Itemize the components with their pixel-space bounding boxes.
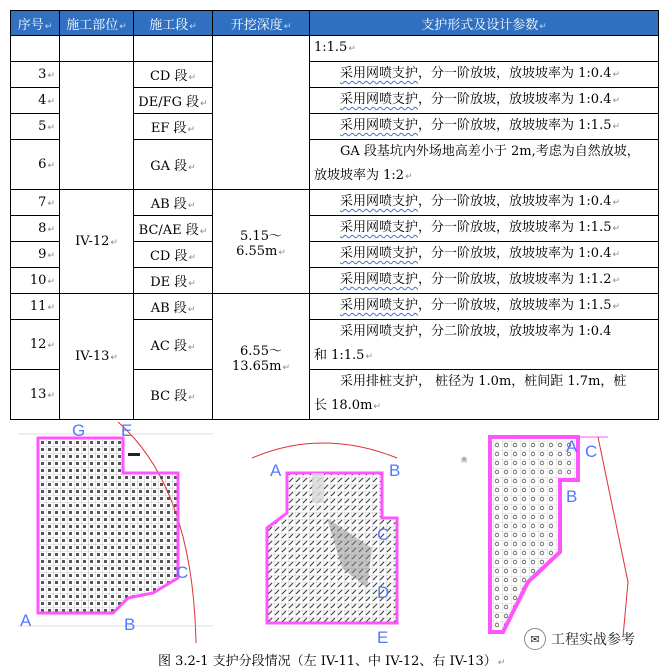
label-A: A <box>566 437 578 456</box>
cell-segment: CD 段↵ <box>134 62 213 88</box>
cell-description: 采用网喷支护，分一阶放坡，放坡坡率为 1:0.4↵ <box>310 242 659 268</box>
table-row <box>11 62 659 88</box>
plan-iv12 <box>232 428 420 648</box>
cell-segment: BC 段↵ <box>134 370 213 420</box>
header-no: 序号↵ <box>11 11 60 36</box>
cell-segment: GA 段↵ <box>134 140 213 190</box>
label-E: E <box>377 628 389 647</box>
cell-depth <box>213 36 310 190</box>
table-row <box>11 36 659 62</box>
cell-no: 4↵ <box>11 88 60 114</box>
figure-caption: 图 3.2-1 支护分段情况（左 IV-11、中 IV-12、右 IV-13）↵ <box>158 654 506 669</box>
label-G: G <box>72 421 86 440</box>
header-description: 支护形式及设计参数↵ <box>310 11 659 36</box>
header-zone: 施工部位↵ <box>60 11 134 36</box>
cell-zone-iv13: IV-13↵ <box>60 294 134 420</box>
cell-description: 采用网喷支护，分一阶放坡，放坡坡率为 1:1.2↵ <box>310 268 659 294</box>
cell-segment: CD 段↵ <box>134 242 213 268</box>
label-A: A <box>20 611 32 630</box>
cell-description: 采用网喷支护，分一阶放坡，放坡坡率为 1:1.5↵ <box>310 294 659 320</box>
cell-no: 8↵ <box>11 216 60 242</box>
plan-iv11 <box>18 418 213 643</box>
cell-description: 采用排桩支护， 桩径为 1.0m，桩间距 1.7m，桩 长 18.0m↵ <box>310 370 659 420</box>
cell-depth-iv12: 5.15～6.55m↵ <box>213 190 310 294</box>
wechat-icon: ✉ <box>524 628 546 650</box>
label-C: C <box>176 563 189 582</box>
header-depth: 开挖深度↵ <box>213 11 310 36</box>
cell-segment <box>134 36 213 62</box>
cell-segment: DE/FG 段↵ <box>134 88 213 114</box>
cell-segment: AB 段↵ <box>134 190 213 216</box>
watermark-text: 工程实战参考 <box>551 632 635 648</box>
cell-description: GA 段基坑内外场地高差小于 2m,考虑为自然放坡， 放坡坡率为 1:2↵ <box>310 140 659 190</box>
cell-segment: AC 段↵ <box>134 320 213 370</box>
cell-no: 10↵ <box>11 268 60 294</box>
plan-iv13 <box>448 432 633 647</box>
svg-text:南: 南 <box>461 457 468 464</box>
cell-no: 11↵ <box>11 294 60 320</box>
cell-no: 13↵ <box>11 370 60 420</box>
label-A: A <box>270 461 282 480</box>
cell-no: 12↵ <box>11 320 60 370</box>
label-E: E <box>121 421 133 440</box>
cell-no: 7↵ <box>11 190 60 216</box>
cell-zone-iv12: IV-12↵ <box>60 190 134 294</box>
cell-no: 6↵ <box>11 140 60 190</box>
cell-no: 5↵ <box>11 114 60 140</box>
table-row <box>11 294 659 320</box>
table-header-row <box>11 11 659 36</box>
cell-segment: DE 段↵ <box>134 268 213 294</box>
cell-description: 采用网喷支护，分一阶放坡，放坡坡率为 1:0.4↵ <box>310 88 659 114</box>
cell-segment: AB 段↵ <box>134 294 213 320</box>
cell-segment: BC/AE 段↵ <box>134 216 213 242</box>
cell-no: 3↵ <box>11 62 60 88</box>
cell-description: 采用网喷支护，分二阶放坡，放坡坡率为 1:0.4 和 1:1.5↵ <box>310 320 659 370</box>
cell-no: 9↵ <box>11 242 60 268</box>
label-B: B <box>566 487 578 506</box>
label-B: B <box>389 461 401 480</box>
cell-depth-iv13: 6.55～13.65m↵ <box>213 294 310 420</box>
cell-zone <box>60 36 134 62</box>
cell-zone <box>60 62 134 190</box>
cell-segment: EF 段↵ <box>134 114 213 140</box>
cell-no <box>11 36 60 62</box>
label-B: B <box>124 615 136 634</box>
watermark <box>524 628 660 650</box>
cell-description: 采用网喷支护，分一阶放坡，放坡坡率为 1:1.5↵ <box>310 216 659 242</box>
cell-description: 采用网喷支护，分一阶放坡，放坡坡率为 1:1.5↵ <box>310 114 659 140</box>
cell-description: 采用网喷支护，分一阶放坡，放坡坡率为 1:0.4↵ <box>310 62 659 88</box>
support-table <box>10 10 659 420</box>
header-segment: 施工段↵ <box>134 11 213 36</box>
label-C: C <box>585 442 598 461</box>
label-D: D <box>377 583 390 602</box>
table-row <box>11 190 659 216</box>
cell-description: 采用网喷支护，分一阶放坡，放坡坡率为 1:0.4↵ <box>310 190 659 216</box>
cell-description: 1:1.5↵ <box>310 36 659 62</box>
support-segment-figure <box>0 418 666 648</box>
label-C: C <box>377 525 390 544</box>
